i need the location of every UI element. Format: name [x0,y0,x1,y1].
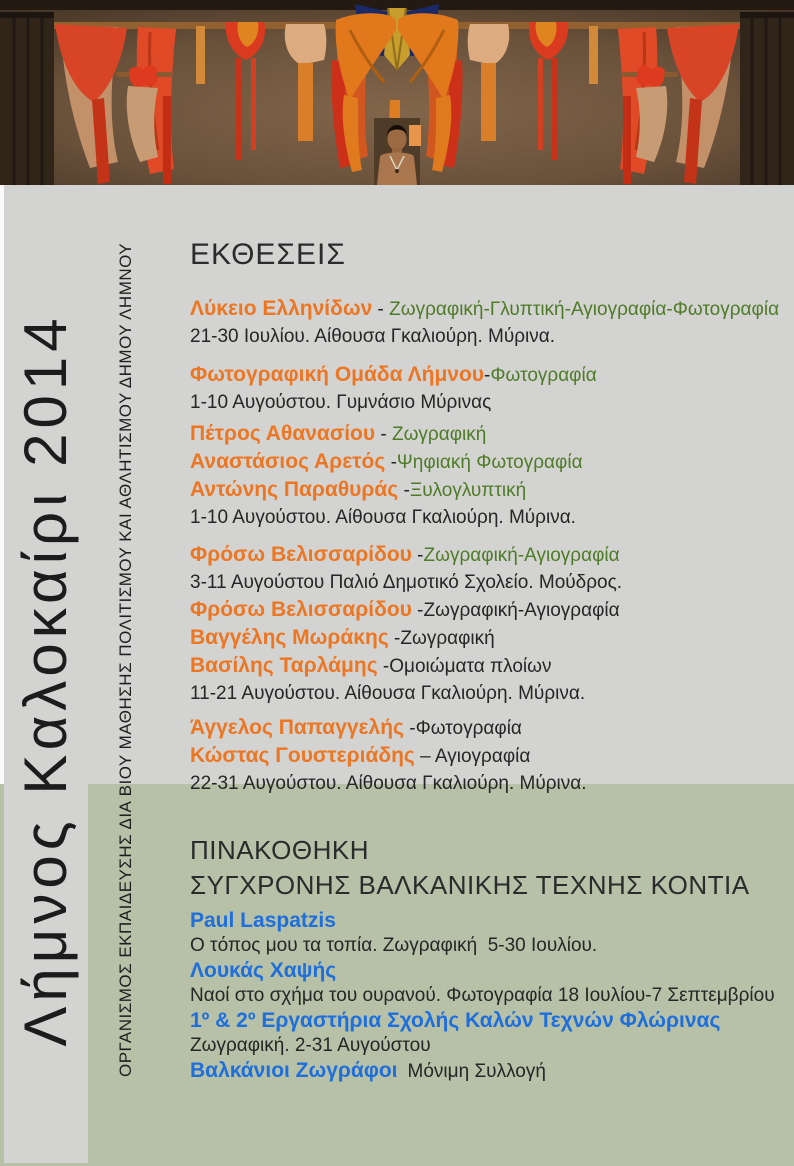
exhibition-line [190,624,786,652]
artist-name: Φρόσω Βελισσαρίδου [190,543,412,566]
poster-photo [0,0,794,185]
exhibition-line [190,541,786,569]
artist-name: Φρόσω Βελισσαρίδου [190,598,412,621]
artist-name: Άγγελος Παπαγγελής [190,716,404,739]
exhibition-line [190,742,786,770]
separator: – [414,746,435,767]
separator: - [377,656,390,677]
artist-specialty: Φωτογραφία [490,365,597,386]
artist-specialty: Ζωγραφική [400,628,495,649]
separator: - [403,718,416,739]
separator: - [411,545,424,566]
gallery-artist-name: 1º & 2º Εργαστήρια Σχολής Καλών Τεχνών Φλώρινας [190,1009,721,1032]
gallery-entry-description: Ζωγραφική. 2-31 Αυγούστου [190,1035,431,1056]
artist-specialty: Φωτογραφία [415,718,522,739]
artist-name: Πέτρος Αθανασίου [190,422,376,445]
artist-name: Βαγγέλης Μωράκης [190,626,389,649]
exhibition-group [190,596,786,707]
exhibition-group [190,420,786,531]
separator: - [388,628,401,649]
exhibition-date: 3-11 Αυγούστου Παλιό Δημοτικό Σχολείο. Μούδρος. [190,572,623,593]
exhibition-group [190,361,786,416]
exhibition-group [190,295,786,350]
hanging-robes-illustration [0,0,794,185]
artist-specialty: Ζωγραφική-Αγιογραφία [423,545,620,566]
exhibition-line [190,652,786,680]
gallery-artist-name [190,1058,790,1084]
gallery-entry [190,908,790,958]
gallery-heading-line2: ΣΥΓΧΡΟΝΗΣ ΒΑΛΚΑΝΙΚΗΣ ΤΕΧΝΗΣ ΚΟΝΤΙΑ [190,870,750,900]
gallery-entry [190,1058,790,1084]
artist-name: Φωτογραφική Ομάδα Λήμνου [190,363,485,386]
gallery-heading [190,833,790,903]
artist-specialty: Ζωγραφική-Αγιογραφία [423,600,620,621]
separator: - [484,365,491,386]
artist-name: Βασίλης Ταρλάμης [190,654,378,677]
artist-specialty: Ξυλογλυπτική [409,480,527,501]
exhibition-line [190,596,786,624]
artist-specialty: Ζωγραφική [391,424,487,445]
artist-specialty: Αγιογραφία [434,746,531,767]
exhibition-date: 22-31 Αυγούστου. Αίθουσα Γκαλιούρη. Μύρινα. [190,773,587,794]
exhibitions-heading: ΕΚΘΕΣΕΙΣ [190,238,346,271]
gallery-entry [190,1008,790,1058]
exhibition-line [190,476,786,504]
poster-vertical-title: Λήμνος Καλοκαίρι 2014 [12,313,79,1047]
exhibition-date: 1-10 Αυγούστου. Γυμνάσιο Μύρινας [190,392,492,413]
artist-specialty: Ψηφιακή Φωτογραφία [396,452,583,473]
gallery-artist-name: Λουκάς Χαψής [190,959,337,982]
separator: - [398,480,410,501]
exhibition-line [190,420,786,448]
exhibition-date: 21-30 Ιουλίου. Αίθουσα Γκαλιούρη. Μύρινα. [190,326,556,347]
exhibition-date: 11-21 Αυγούστου. Αίθουσα Γκαλιούρη. Μύρινα. [190,683,586,704]
gallery-entry-description: Ο τόπος μου τα τοπία. Ζωγραφική 5-30 Ιουλίου. [190,935,598,956]
artist-specialty: Ζωγραφική-Γλυπτική-Αγιογραφία-Φωτογραφία [389,299,780,320]
separator: - [385,452,397,473]
artist-name: Αναστάσιος Αρετός [190,450,386,473]
separator: - [375,424,392,445]
exhibition-group [190,541,786,596]
gallery-artist-name-text: Βαλκάνιοι Ζωγράφοι [190,1059,398,1082]
exhibitions-section [190,238,786,797]
gallery-entry-description: Ναοί στο σχήμα του ουρανού. Φωτογραφία 18 Ιουλίου-7 Σεπτεμβρίου [190,985,775,1006]
exhibition-line [190,361,786,389]
gallery-artist-name: Paul Laspatzis [190,909,336,932]
exhibition-group [190,714,786,797]
artist-name: Κώστας Γουστεριάδης [190,744,415,767]
organization-vertical-text: ΟΡΓΑΝΙΣΜΟΣ ΕΚΠΑΙΔΕΥΣΗΣ ΔΙΑ ΒΙΟΥ ΜΑΘΗΣΗΣ ΠΟΛΙΤΙΣΜΟΥ ΚΑΙ ΑΘΛΗΤΙΣΜΟΥ ΔΗΜΟΥ ΛΗΜΝΟΥ [116,242,135,1077]
gallery-heading-line1: ΠΙΝΑΚΟΘΗΚΗ [190,835,370,865]
exhibition-date: 1-10 Αυγούστου. Αίθουσα Γκαλιούρη. Μύρινα. [190,507,576,528]
gallery-section [190,833,790,1084]
artist-name: Λύκειο Ελληνίδων [190,297,373,320]
separator: - [372,299,390,320]
gallery-entry-description: Μόνιμη Συλλογή [407,1061,546,1082]
exhibition-line [190,295,786,323]
exhibition-line [190,714,786,742]
exhibition-line [190,448,786,476]
gallery-entry [190,958,790,1008]
artist-name: Αντώνης Παραθυράς [190,478,399,501]
artist-specialty: Ομοιώματα πλοίων [389,656,552,677]
separator: - [411,600,424,621]
